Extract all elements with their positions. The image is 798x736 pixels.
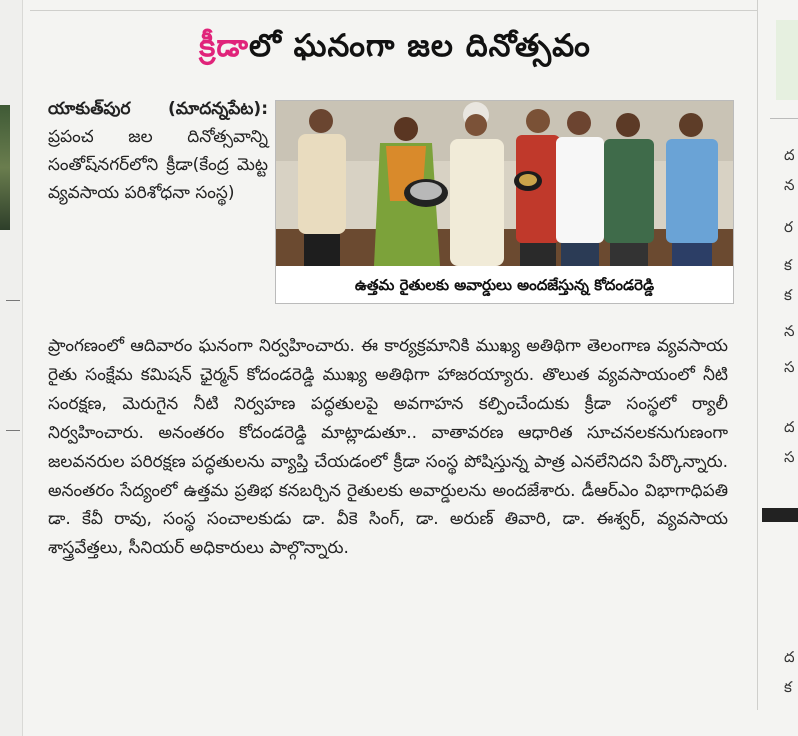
adjacent-text-fragment: క bbox=[784, 678, 792, 696]
adjacent-text-fragment: స bbox=[784, 448, 795, 466]
column-divider bbox=[6, 300, 20, 301]
award-plaque bbox=[404, 179, 448, 207]
adjacent-text-fragment: న bbox=[784, 176, 795, 194]
headline-rest: లో ఘనంగా జల దినోత్సవం bbox=[248, 28, 591, 64]
adjacent-photo-fragment bbox=[0, 105, 10, 230]
news-photo bbox=[275, 100, 734, 304]
photo-caption: ఉత్తమ రైతులకు అవార్డులు అందజేస్తున్న కోదండరెడ్డి bbox=[276, 267, 733, 303]
column-divider bbox=[770, 118, 798, 119]
adjacent-text-fragment: న bbox=[784, 322, 795, 340]
column-divider bbox=[6, 430, 20, 431]
adjacent-column-right bbox=[762, 0, 798, 736]
article-body: ప్రాంగణంలో ఆదివారం ఘనంగా నిర్వహించారు. ఈ కార్యక్రమానికి ముఖ్య అతిథిగా తెలంగాణ వ్యవసాయ రైతు సంక్షేమ కమిషన్ ఛైర్మన్ కోదండరెడ్డి ముఖ్య అతిథిగా హాజరయ్యారు. తొలుత వ్యవసాయంలో నీటి సంరక్షణ, మెరుగైన నీటి నిర్వహణ పద్ధతులపై అవగాహన కల్పించేందుకు క్రీడా సంస్థలో ర్యాలీ నిర్వహించారు. అనంతరం కోదండరెడ్డి మాట్లాడుతూ.. వాతావరణ ఆధారిత సూచనలకనుగుణంగా జలవనరుల పరిరక్షణ పద్ధతులను వ్యాప్తి చేయడంలో క్రీడా సంస్థ పోషిస్తున్న పాత్ర ఎనలేనిదని పేర్కొన్నారు. అనంతరం సేద్యంలో ఉత్తమ ప్రతిభ కనబర్చిన రైతులకు అవార్డులను అందజేశారు. డీఆర్‌ఎం విభాగాధిపతి డా. కేవీ రావు, సంస్థ సంచాలకుడు డా. వీకె సింగ్, డా. అరుణ్ తివారి, డా. ఈశ్వర్, వ్యవసాయ శాస్త్రవేత్తలు, సీనియర్ అధికారులు పాల్గొన్నారు. bbox=[48, 336, 728, 559]
adjacent-text-fragment: ద bbox=[784, 418, 795, 436]
top-rule bbox=[30, 10, 758, 11]
headline-accent: క్రీడా bbox=[199, 28, 249, 64]
adjacent-headline-bar bbox=[762, 508, 798, 522]
column-rule bbox=[757, 0, 758, 710]
adjacent-text-fragment: క bbox=[784, 256, 792, 274]
adjacent-text-fragment: ద bbox=[784, 648, 795, 666]
headline bbox=[40, 28, 750, 71]
article-intro bbox=[48, 95, 268, 207]
adjacent-text-fragment: ద bbox=[784, 146, 795, 164]
award-ceremony-photo bbox=[276, 101, 733, 266]
dateline: యాకుత్‌పుర (మాదన్నపేట): bbox=[48, 99, 268, 119]
adjacent-text-fragment: స bbox=[784, 358, 795, 376]
adjacent-text-fragment: ర bbox=[784, 218, 793, 236]
adjacent-column-left bbox=[0, 0, 23, 736]
intro-text: ప్రపంచ జల దినోత్సవాన్ని సంతోష్‌నగర్‌లోని క్రీడా(కేంద్ర మెట్ట వ్యవసాయ పరిశోధనా సంస్థ) bbox=[48, 127, 268, 203]
adjacent-ad-fragment bbox=[776, 20, 798, 100]
adjacent-text-fragment: క bbox=[784, 286, 792, 304]
